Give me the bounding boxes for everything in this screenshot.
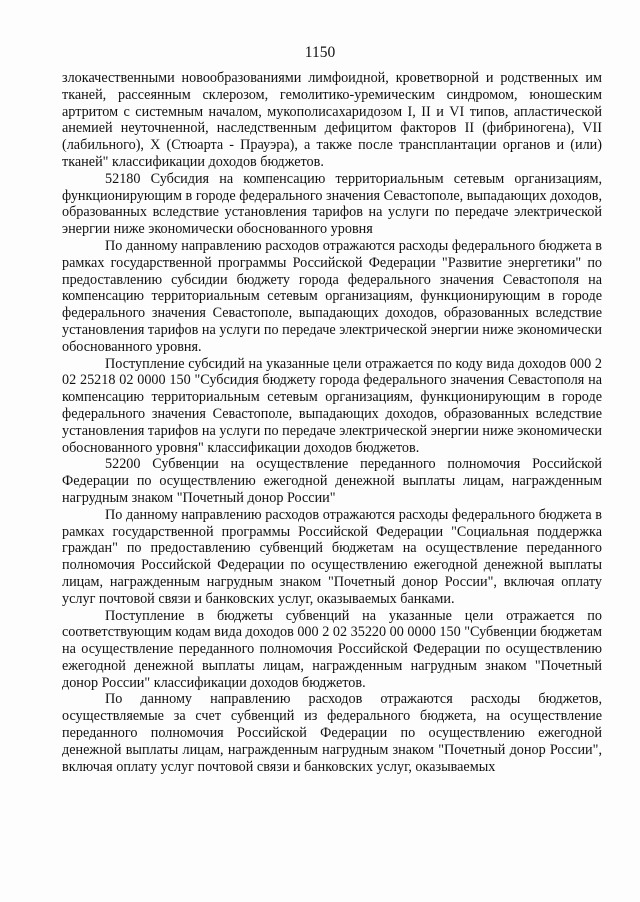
page-number: 1150	[304, 44, 336, 61]
paragraph-52200-budget-expenses: По данному направлению расходов отражаются расходы бюджетов, осуществляемые за счет субвенций из федерального бюджета, на осуществление переданного полномочия Российской Федерации по осуществлению ежегодной денежной выплаты лицам, награжденным нагрудным знаком "Почетный донор России", включая оплату услуг почтовой связи и банковских услуг, оказываемых	[62, 691, 602, 775]
paragraph-52180-expenses: По данному направлению расходов отражаются расходы федерального бюджета в рамках государственной программы Российской Федерации "Развитие энергетики" по предоставлению субсидии бюджету города федерального значения Севастополя на компенсацию территориальным сетевым организациям, функционирующим в городе федерального значения Севастополе, выпадающих доходов, образованных вследствие установления тарифов на услуги по передаче электрической энергии ниже экономически обоснованного уровня.	[62, 237, 602, 355]
paragraph-52200-expenses: По данному направлению расходов отражаются расходы федерального бюджета в рамках государственной программы Российской Федерации "Социальная поддержка граждан" по предоставлению субвенций бюджетам на осуществление переданного полномочия Российской Федерации по осуществлению ежегодной денежной выплаты лицам, награжденным нагрудным знаком "Почетный донор России", включая оплату услуг почтовой связи и банковских услуг, оказываемых банками.	[62, 506, 602, 607]
paragraph-52200-revenue: Поступление в бюджеты субвенций на указанные цели отражается по соответствующим кодам вида доходов 000 2 02 35220 00 0000 150 "Субвенции бюджетам на осуществление переданного полномочия Российской Федерации по осуществлению ежегодной денежной выплаты лицам, награжденным нагрудным знаком "Почетный донор России" классификации доходов бюджетов.	[62, 607, 602, 691]
paragraph-continuation: злокачественными новообразованиями лимфоидной, кроветворной и родственных им тканей, рассеянным склерозом, гемолитико-уремическим синдромом, юношеским артритом с системным началом, мукополисахаридозом I, II и VI типов, апластической анемией неуточненной, наследственным дефицитом факторов II (фибриногена), VII (лабильного), X (Стюарта - Прауэра), а также после трансплантации органов и (или) тканей" классификации доходов бюджетов.	[62, 70, 602, 170]
paragraph-52180-revenue: Поступление субсидий на указанные цели отражается по коду вида доходов 000 2 02 25218 02 0000 150 "Субсидия бюджету города федерального значения Севастополя на компенсацию территориальным сетевым организациям, функционирующим в городе федерального значения Севастополе, выпадающих доходов, образованных вследствие установления тарифов на услуги по передаче электрической энергии ниже экономически обоснованного уровня" классификации доходов бюджетов.	[62, 355, 602, 456]
paragraph-code-52180-heading: 52180 Субсидия на компенсацию территориальным сетевым организациям, функционирующим в городе федерального значения Севастополе, выпадающих доходов, образованных вследствие установления тарифов на услуги по передаче электрической энергии ниже экономически обоснованного уровня	[62, 170, 602, 238]
document-body	[62, 70, 602, 775]
paragraph-code-52200-heading: 52200 Субвенции на осуществление переданного полномочия Российской Федерации по осуществлению ежегодной денежной выплаты лицам, награжденным нагрудным знаком "Почетный донор России"	[62, 456, 602, 506]
